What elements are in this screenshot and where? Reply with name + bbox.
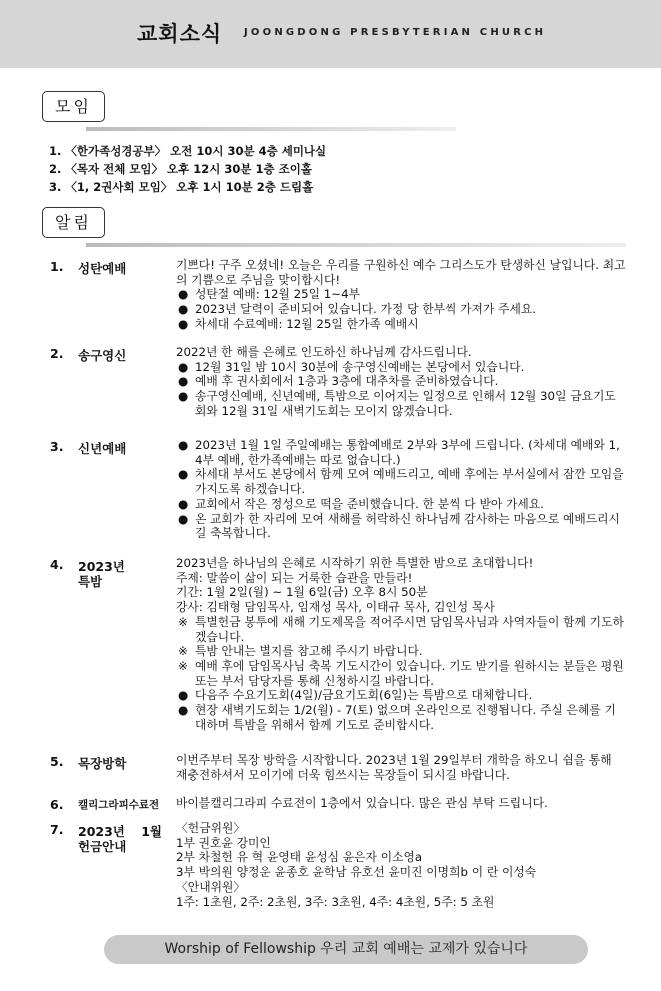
note-icon: ※ [178, 614, 188, 629]
notice-bullet [176, 688, 626, 703]
bullet-text: 특별헌금 봉투에 새해 기도제목을 적어주시면 담임목사님과 사역자들이 함께 기도하겠습니다. [195, 614, 624, 644]
notice-bullet [176, 302, 626, 317]
note-icon: ※ [178, 644, 188, 659]
notice-bullet [176, 615, 626, 644]
notice-bullet [176, 317, 626, 332]
bullet-icon: ● [178, 359, 189, 374]
section-divider [86, 127, 456, 131]
bullet-text: 예배 후에 담임목사님 축복 기도시간이 있습니다. 기도 받기를 원하시는 분들은 평원 또는 부서 담당자를 통해 신청하시길 바랍니다. [195, 658, 624, 688]
notice-title-2: 헌금안내 [78, 839, 127, 854]
bullet-text: 성탄절 예배: 12월 25일 1~4부 [195, 287, 361, 302]
bullet-icon: ● [178, 511, 189, 526]
notice-body [176, 753, 626, 782]
bullet-text: 예배 후 권사회에서 1층과 3층에 대추차를 준비하였습니다. [195, 374, 499, 389]
bullet-text: 2023년 1월 1일 주일예배는 통합예배로 2부와 3부에 드립니다. (차세대 예배와 1, 4부 예배, 한가족예배는 따로 없습니다.) [195, 438, 620, 467]
bullet-text: 송구영신예배, 신년예배, 특밤으로 이어지는 일정으로 인해서 12월 30일 금요기도회와 12월 31일 새벽기도회는 모이지 않겠습니다. [195, 389, 616, 418]
bullet-icon: ● [178, 302, 189, 317]
bullet-icon: ● [178, 374, 189, 389]
section-meeting-tab: 모임 [42, 91, 105, 122]
notice-title: 목장방학 [78, 756, 127, 771]
section-notice-tab: 알림 [42, 207, 105, 238]
bullet-icon: ● [178, 496, 189, 511]
notice-title: 캘리그라피수료전 [78, 799, 160, 811]
notice-bullet [176, 497, 626, 512]
bullet-text: 2023년 달력이 준비되어 있습니다. 가정 당 한부씩 가져가 주세요. [195, 302, 537, 317]
notice-bullet [176, 374, 626, 389]
footer-banner: Worship of Fellowship 우리 교회 예배는 교제가 있습니다 [104, 935, 588, 964]
meeting-item: 3. 〈1, 2권사회 모임〉 오후 1시 10분 2층 드림홀 [49, 180, 314, 194]
notice-text: 바이블캘리그라피 수료전이 1층에서 있습니다. 많은 관심 부탁 드립니다. [176, 796, 548, 810]
meeting-item: 2. 〈목자 전체 모임〉 오후 12시 30분 1층 조이홀 [49, 162, 312, 176]
notice-text: 기간: 1월 2일(월) ~ 1월 6일(금) 오후 8시 50분 [176, 585, 428, 600]
bullet-icon: ● [178, 688, 189, 703]
notice-text: 1부 권호윤 강미인 [176, 835, 271, 850]
notice-bullet [176, 467, 626, 496]
notice-number: 5. [50, 754, 64, 769]
bullet-text: 차세대 수료예배: 12월 25일 한가족 예배시 [195, 316, 419, 331]
bullet-icon: ● [178, 703, 189, 718]
notice-title: 성탄예배 [78, 261, 127, 276]
notice-number: 1. [50, 259, 64, 274]
notice-bullet [176, 644, 626, 659]
notice-title: 2023년 1월 [78, 824, 162, 839]
notice-number: 2. [50, 346, 64, 361]
notice-bullet [176, 703, 626, 732]
notice-bullet [176, 360, 626, 375]
notice-number: 7. [50, 822, 64, 837]
bullet-text: 교회에서 작은 정성으로 떡을 준비했습니다. 한 분씩 다 받아 가세요. [195, 496, 544, 511]
notice-body [176, 556, 626, 732]
notice-body [176, 821, 626, 909]
notice-bullet [176, 438, 626, 467]
bullet-text: 특밤 안내는 별지를 참고해 주시기 바랍니다. [195, 644, 423, 659]
notice-text: 1주: 1초원, 2주: 2초원, 3주: 3초원, 4주: 4초원, 5주: 5 초원 [176, 894, 495, 909]
notice-number: 3. [50, 439, 64, 454]
bullet-icon: ● [178, 467, 189, 482]
notice-bullet [176, 389, 626, 418]
notice-text: 기쁘다! 구주 오셨네! 오늘은 우리를 구원하신 예수 그리스도가 탄생하신 날입니다. 최고의 기쁨으로 주님을 맞이합시다! [176, 258, 626, 287]
bullet-text: 온 교회가 한 자리에 모여 새해를 허락하신 하나님께 감사하는 마음으로 예배드리시길 축복합니다. [195, 511, 620, 541]
section-divider [86, 243, 626, 247]
notice-bullet [176, 512, 626, 541]
notice-title: 신년예배 [78, 441, 127, 456]
notice-body [176, 258, 626, 332]
notice-body [176, 345, 626, 419]
note-icon: ※ [178, 658, 188, 673]
notice-text: 2022년 한 해를 은혜로 인도하신 하나님께 감사드립니다. [176, 345, 472, 359]
bullet-icon: ● [178, 316, 189, 331]
notice-text: 이번주부터 목장 방학을 시작합니다. 2023년 1월 29일부터 개학을 하오니 쉼을 통해 재충전하셔서 모이기에 더욱 힘쓰시는 목장들이 되시길 바랍니다. [176, 753, 612, 782]
notice-number: 6. [50, 797, 64, 812]
notice-text: 〈안내위원〉 [176, 879, 246, 894]
church-name: JOONGDONG PRESBYTERIAN CHURCH [244, 27, 547, 38]
page-title: 교회소식 [137, 22, 223, 46]
notice-title: 2023년 [78, 559, 125, 574]
notice-text: 3부 박의원 양정운 윤종호 윤학남 유호선 윤미진 이명희b 이 란 이성숙 [176, 865, 537, 880]
bullet-icon: ● [178, 389, 189, 404]
notice-text: 주제: 말씀이 삶이 되는 거룩한 습관을 만들라! [176, 570, 413, 585]
notice-title-2: 특밤 [78, 574, 103, 589]
notice-text: 〈헌금위원〉 [176, 821, 246, 835]
notice-body [176, 796, 626, 811]
notice-body [176, 438, 626, 541]
header-bar [0, 0, 661, 68]
meeting-item: 1. 〈한가족성경공부〉 오전 10시 30분 4층 세미나실 [49, 144, 327, 158]
bullet-icon: ● [178, 438, 189, 452]
notice-title: 송구영신 [78, 348, 127, 363]
bullet-icon: ● [178, 287, 189, 302]
notice-number: 4. [50, 557, 64, 572]
notice-bullet [176, 659, 626, 688]
notice-text: 2부 차철헌 유 혁 윤영태 윤성심 윤은자 이소영a [176, 850, 423, 865]
notice-text: 2023년을 하나님의 은혜로 시작하기 위한 특별한 밤으로 초대합니다! [176, 556, 534, 570]
notice-text: 강사: 김태형 담임목사, 임재성 목사, 이태규 목사, 김인성 목사 [176, 600, 495, 615]
notice-bullet [176, 287, 626, 302]
bullet-text: 다음주 수요기도회(4일)/금요기도회(6일)는 특밤으로 대체합니다. [195, 688, 533, 703]
bullet-text: 차세대 부서도 본당에서 함께 모여 예배드리고, 예배 후에는 부서실에서 잠깐 모임을 가지도록 하겠습니다. [195, 467, 624, 497]
bullet-text: 현장 새벽기도회는 1/2(월) - 7(토) 없으며 온라인으로 진행됩니다. 주실 은혜를 기대하며 특밤을 위해서 함께 기도로 준비합시다. [195, 703, 616, 732]
bullet-text: 12월 31일 밤 10시 30분에 송구영신예배는 본당에서 있습니다. [195, 359, 525, 374]
